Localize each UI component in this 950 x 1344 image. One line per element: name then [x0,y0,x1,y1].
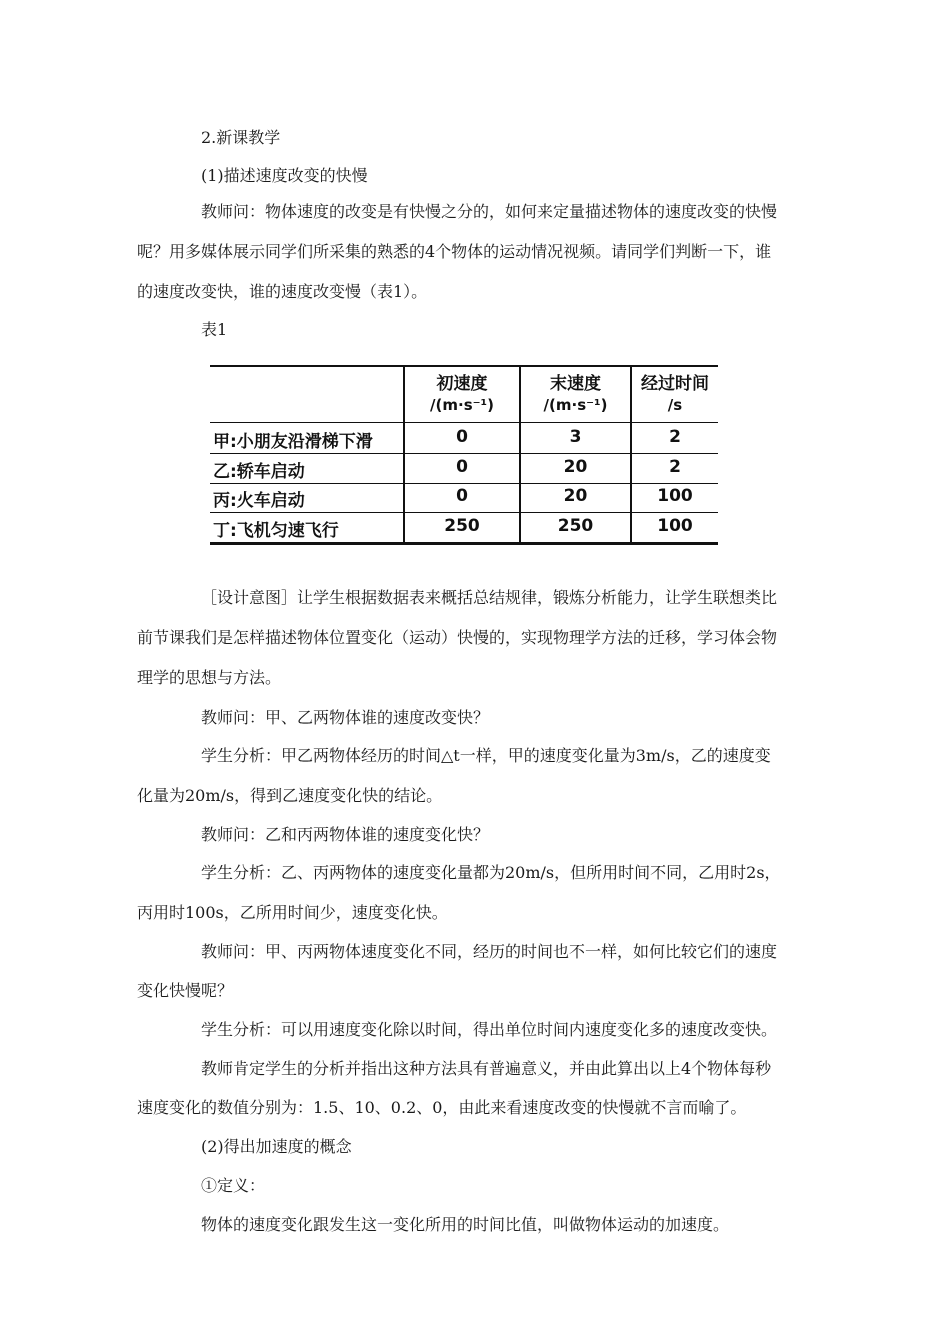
paragraph-line: 学生分析：甲乙两物体经历的时间△t一样，甲的速度变化量为3m/s，乙的速度变 [201,746,771,765]
header-final-velocity: 末速度 [550,374,601,394]
table-row-rule [210,453,718,454]
paragraph-line: 教师问：甲、丙两物体速度变化不同，经历的时间也不一样，如何比较它们的速度 [201,942,778,961]
paragraph-line: 教师问：物体速度的改变是有快慢之分的，如何来定量描述物体的速度改变的快慢 [201,202,778,221]
table-row-rule [210,483,718,484]
cell-elapsed-time: 2 [669,457,681,477]
paragraph-line: 化量为20m/s，得到乙速度变化快的结论。 [137,786,443,805]
table-header-rule [210,422,718,423]
cell-elapsed-time: 100 [657,486,693,506]
header-final-velocity-unit: /(m·s⁻¹) [543,396,608,414]
header-initial-velocity: 初速度 [436,374,488,394]
paragraph-line: 呢？用多媒体展示同学们所采集的熟悉的4个物体的运动情况视频。请同学们判断一下，谁 [137,242,772,261]
paragraph-line: 前节课我们是怎样描述物体位置变化（运动）快慢的，实现物理学方法的迁移，学习体会物 [137,628,778,647]
paragraph-line: 教师肯定学生的分析并指出这种方法具有普遍意义，并由此算出以上4个物体每秒 [201,1059,772,1078]
row-label: 甲:小朋友沿滑梯下滑 [213,432,373,452]
row-label: 乙:轿车启动 [213,462,305,482]
paragraph-line: 变化快慢呢？ [137,981,234,1000]
table-top-rule [210,365,718,367]
cell-final-velocity: 3 [569,427,582,447]
header-elapsed-time-unit: /s [667,396,683,414]
cell-final-velocity: 250 [557,516,594,536]
paragraph-line: 速度变化的数值分别为：1.5、10、0.2、0，由此来看速度改变的快慢就不言而喻了。 [137,1098,747,1117]
table-caption: 表1 [201,320,228,339]
section-heading: 2.新课教学 [201,128,281,147]
cell-final-velocity: 20 [563,457,588,477]
cell-elapsed-time: 2 [669,427,681,447]
cell-initial-velocity: 0 [456,457,468,477]
paragraph-line: 学生分析：可以用速度变化除以时间，得出单位时间内速度变化多的速度改变快。 [201,1020,778,1039]
paragraph-line: 理学的思想与方法。 [137,668,282,687]
cell-initial-velocity: 250 [444,516,480,536]
paragraph-line: 教师问：甲、乙两物体谁的速度改变快？ [201,708,490,727]
paragraph-line: 的速度改变快，谁的速度改变慢（表1）。 [137,282,428,301]
data-table [210,365,718,545]
cell-initial-velocity: 0 [456,486,468,506]
subsection-heading: (2)得出加速度的概念 [201,1137,352,1156]
definition-label: ①定义： [201,1176,266,1195]
table-bottom-rule [210,542,718,545]
cell-elapsed-time: 100 [657,516,693,536]
header-initial-velocity-unit: /(m·s⁻¹) [430,396,494,414]
cell-final-velocity: 20 [563,486,588,506]
paragraph-line: 丙用时100s，乙所用时间少，速度变化快。 [137,903,448,922]
cell-initial-velocity: 0 [456,427,468,447]
paragraph-line: 学生分析：乙、丙两物体的速度变化量都为20m/s，但所用时间不同，乙用时2s， [201,863,781,882]
paragraph-line: 教师问：乙和丙两物体谁的速度变化快？ [201,825,490,844]
paragraph-line: 物体的速度变化跟发生这一变化所用的时间比值，叫做物体运动的加速度。 [201,1215,730,1234]
row-label: 丙:火车启动 [213,491,305,511]
row-label: 丁:飞机匀速飞行 [213,521,339,541]
subsection-heading: (1)描述速度改变的快慢 [201,166,368,185]
table-row-rule [210,512,718,513]
header-elapsed-time: 经过时间 [641,374,709,394]
paragraph-line: ［设计意图］让学生根据数据表来概括总结规律，锻炼分析能力，让学生联想类比 [201,588,778,607]
